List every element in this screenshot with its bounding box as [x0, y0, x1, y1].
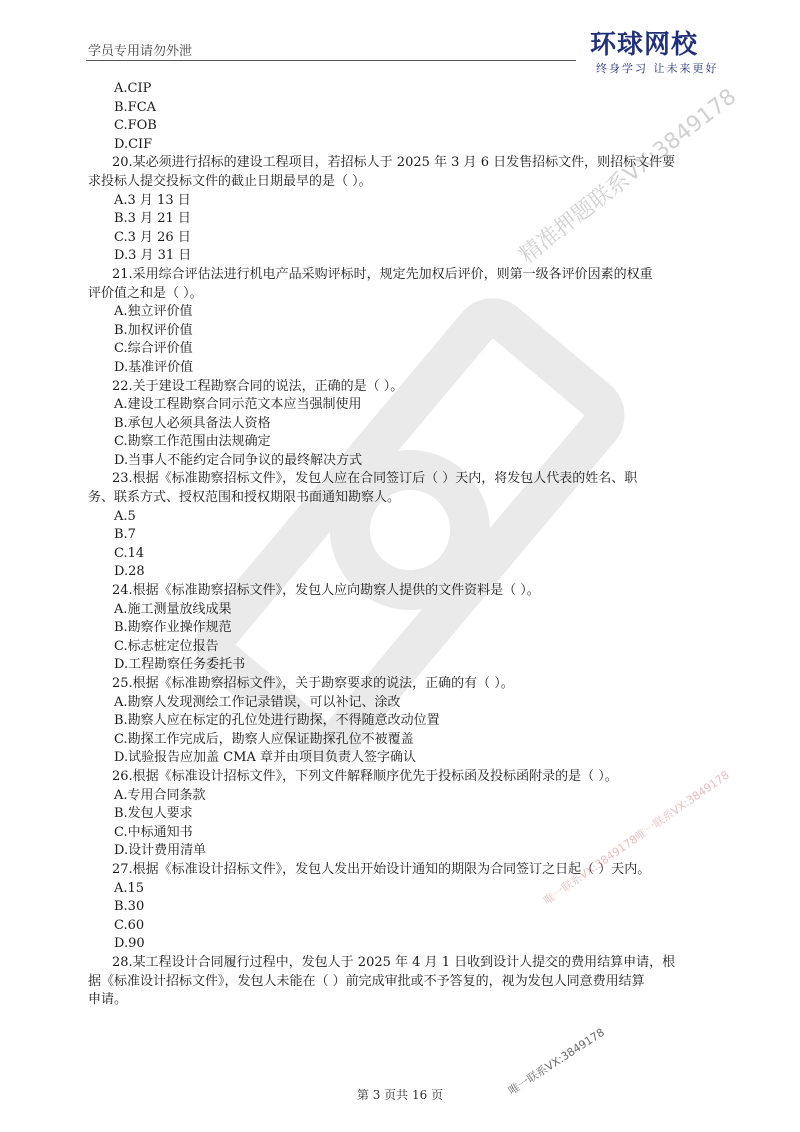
question-line: 20.某必须进行招标的建设工程项目，若招标人于 2025 年 3 月 6 日发售招标文件，则招标文件要 [112, 155, 676, 171]
header-left-text: 学员专用请勿外泄 [88, 44, 193, 59]
option-line: C.勘探工作完成后，勘察人应保证勘探孔位不被覆盖 [114, 731, 414, 747]
question-line: 评价值之和是（ ）。 [88, 285, 203, 301]
option-line: B.7 [114, 527, 136, 543]
option-line: A.CIP [114, 81, 152, 96]
watermark-text: 唯一联系VX:3849178 [506, 1025, 607, 1098]
option-line: A.3 月 13 日 [114, 192, 191, 208]
option-line: B.勘察人应在标定的孔位处进行勘探，不得随意改动位置 [114, 713, 440, 729]
logo-slogan: 终身学习 让未来更好 [596, 62, 719, 75]
option-line: C.综合评价值 [114, 341, 193, 357]
option-line: D.设计费用清单 [114, 843, 207, 859]
option-line: D.28 [114, 564, 145, 580]
option-line: A.施工测量放线成果 [114, 601, 232, 617]
page-number: 第 3 页共 16 页 [356, 1088, 444, 1102]
option-line: D.CIF [114, 136, 153, 152]
option-line: B.发包人要求 [114, 806, 193, 822]
question-line: 22.关于建设工程勘察合同的说法，正确的是（ ）。 [112, 378, 404, 394]
option-line: D.90 [114, 936, 145, 952]
option-line: C.3 月 26 日 [114, 229, 191, 245]
option-line: D.基准评价值 [114, 359, 194, 375]
brand-logo [590, 30, 740, 78]
option-line: A.勘察人发现测绘工作记录错误，可以补记、涂改 [114, 694, 401, 710]
option-line: C.60 [114, 917, 145, 933]
option-line: B.承包人必须具备法人资格 [114, 415, 271, 431]
question-line: 27.根据《标准设计招标文件》，发包人发出开始设计通知的期限为合同签订之日起（ ）天内。 [112, 861, 651, 877]
question-line: 26.根据《标准设计招标文件》，下列文件解释顺序优先于投标函及投标函附录的是（ ）。 [112, 768, 618, 784]
question-line: 23.根据《标准勘察招标文件》，发包人应在合同签订后（ ）天内，将发包人代表的姓名、职 [112, 471, 638, 487]
option-line: B.30 [114, 899, 145, 915]
option-line: A.建设工程勘察合同示范文本应当强制使用 [114, 397, 362, 413]
header-rule [86, 60, 576, 61]
question-line: 28.某工程设计合同履行过程中，发包人于 2025 年 4 月 1 日收到设计人提交的费用结算申请，根 [112, 954, 676, 970]
question-line: 25.根据《标准勘察招标文件》，关于勘察要求的说法，正确的有（ ）。 [112, 676, 514, 691]
document-body [88, 80, 744, 1010]
question-line: 21.采用综合评估法进行机电产品采购评标时，规定先加权后评价，则第一级各评价因素的权重 [112, 266, 653, 282]
option-line: A.5 [114, 508, 136, 524]
option-line: C.14 [114, 545, 145, 561]
option-line: B.勘察作业操作规范 [114, 620, 232, 636]
option-line: C.标志桩定位报告 [114, 638, 219, 654]
question-line: 务、联系方式、授权范围和授权期限书面通知勘察人。 [88, 490, 401, 506]
option-line: D.当事人不能约定合同争议的最终解决方式 [114, 452, 363, 468]
option-line: C.勘察工作范围由法规确定 [114, 434, 271, 450]
watermark-text: 精准押题联系VX:3849178 [515, 84, 742, 269]
option-line: A.专用合同条款 [114, 787, 206, 803]
watermark-text: 唯一联系VX:3849178唯一联系VX:3849178 [541, 768, 732, 908]
option-line: D.试验报告应加盖 CMA 章并由项目负责人签字确认 [114, 750, 417, 766]
option-line: B.3 月 21 日 [114, 211, 191, 227]
question-line: 24.根据《标准勘察招标文件》，发包人应向勘察人提供的文件资料是（ ）。 [112, 583, 540, 599]
logo-main-text: 环球网校 [590, 30, 699, 60]
option-line: C.中标通知书 [114, 824, 193, 840]
question-line: 据《标准设计招标文件》，发包人未能在（ ）前完成审批或不予答复的，视为发包人同意费用结算 [88, 973, 645, 989]
option-line: C.FOB [114, 118, 157, 134]
option-line: A.15 [114, 880, 145, 896]
option-line: D.工程勘察任务委托书 [114, 657, 246, 673]
option-line: B.加权评价值 [114, 322, 193, 338]
question-line: 申请。 [88, 992, 128, 1008]
question-line: 求投标人提交投标文件的截止日期最早的是（ ）。 [88, 173, 372, 189]
option-line: B.FCA [114, 99, 157, 115]
option-line: A.独立评价值 [114, 304, 193, 320]
option-line: D.3 月 31 日 [114, 248, 192, 264]
